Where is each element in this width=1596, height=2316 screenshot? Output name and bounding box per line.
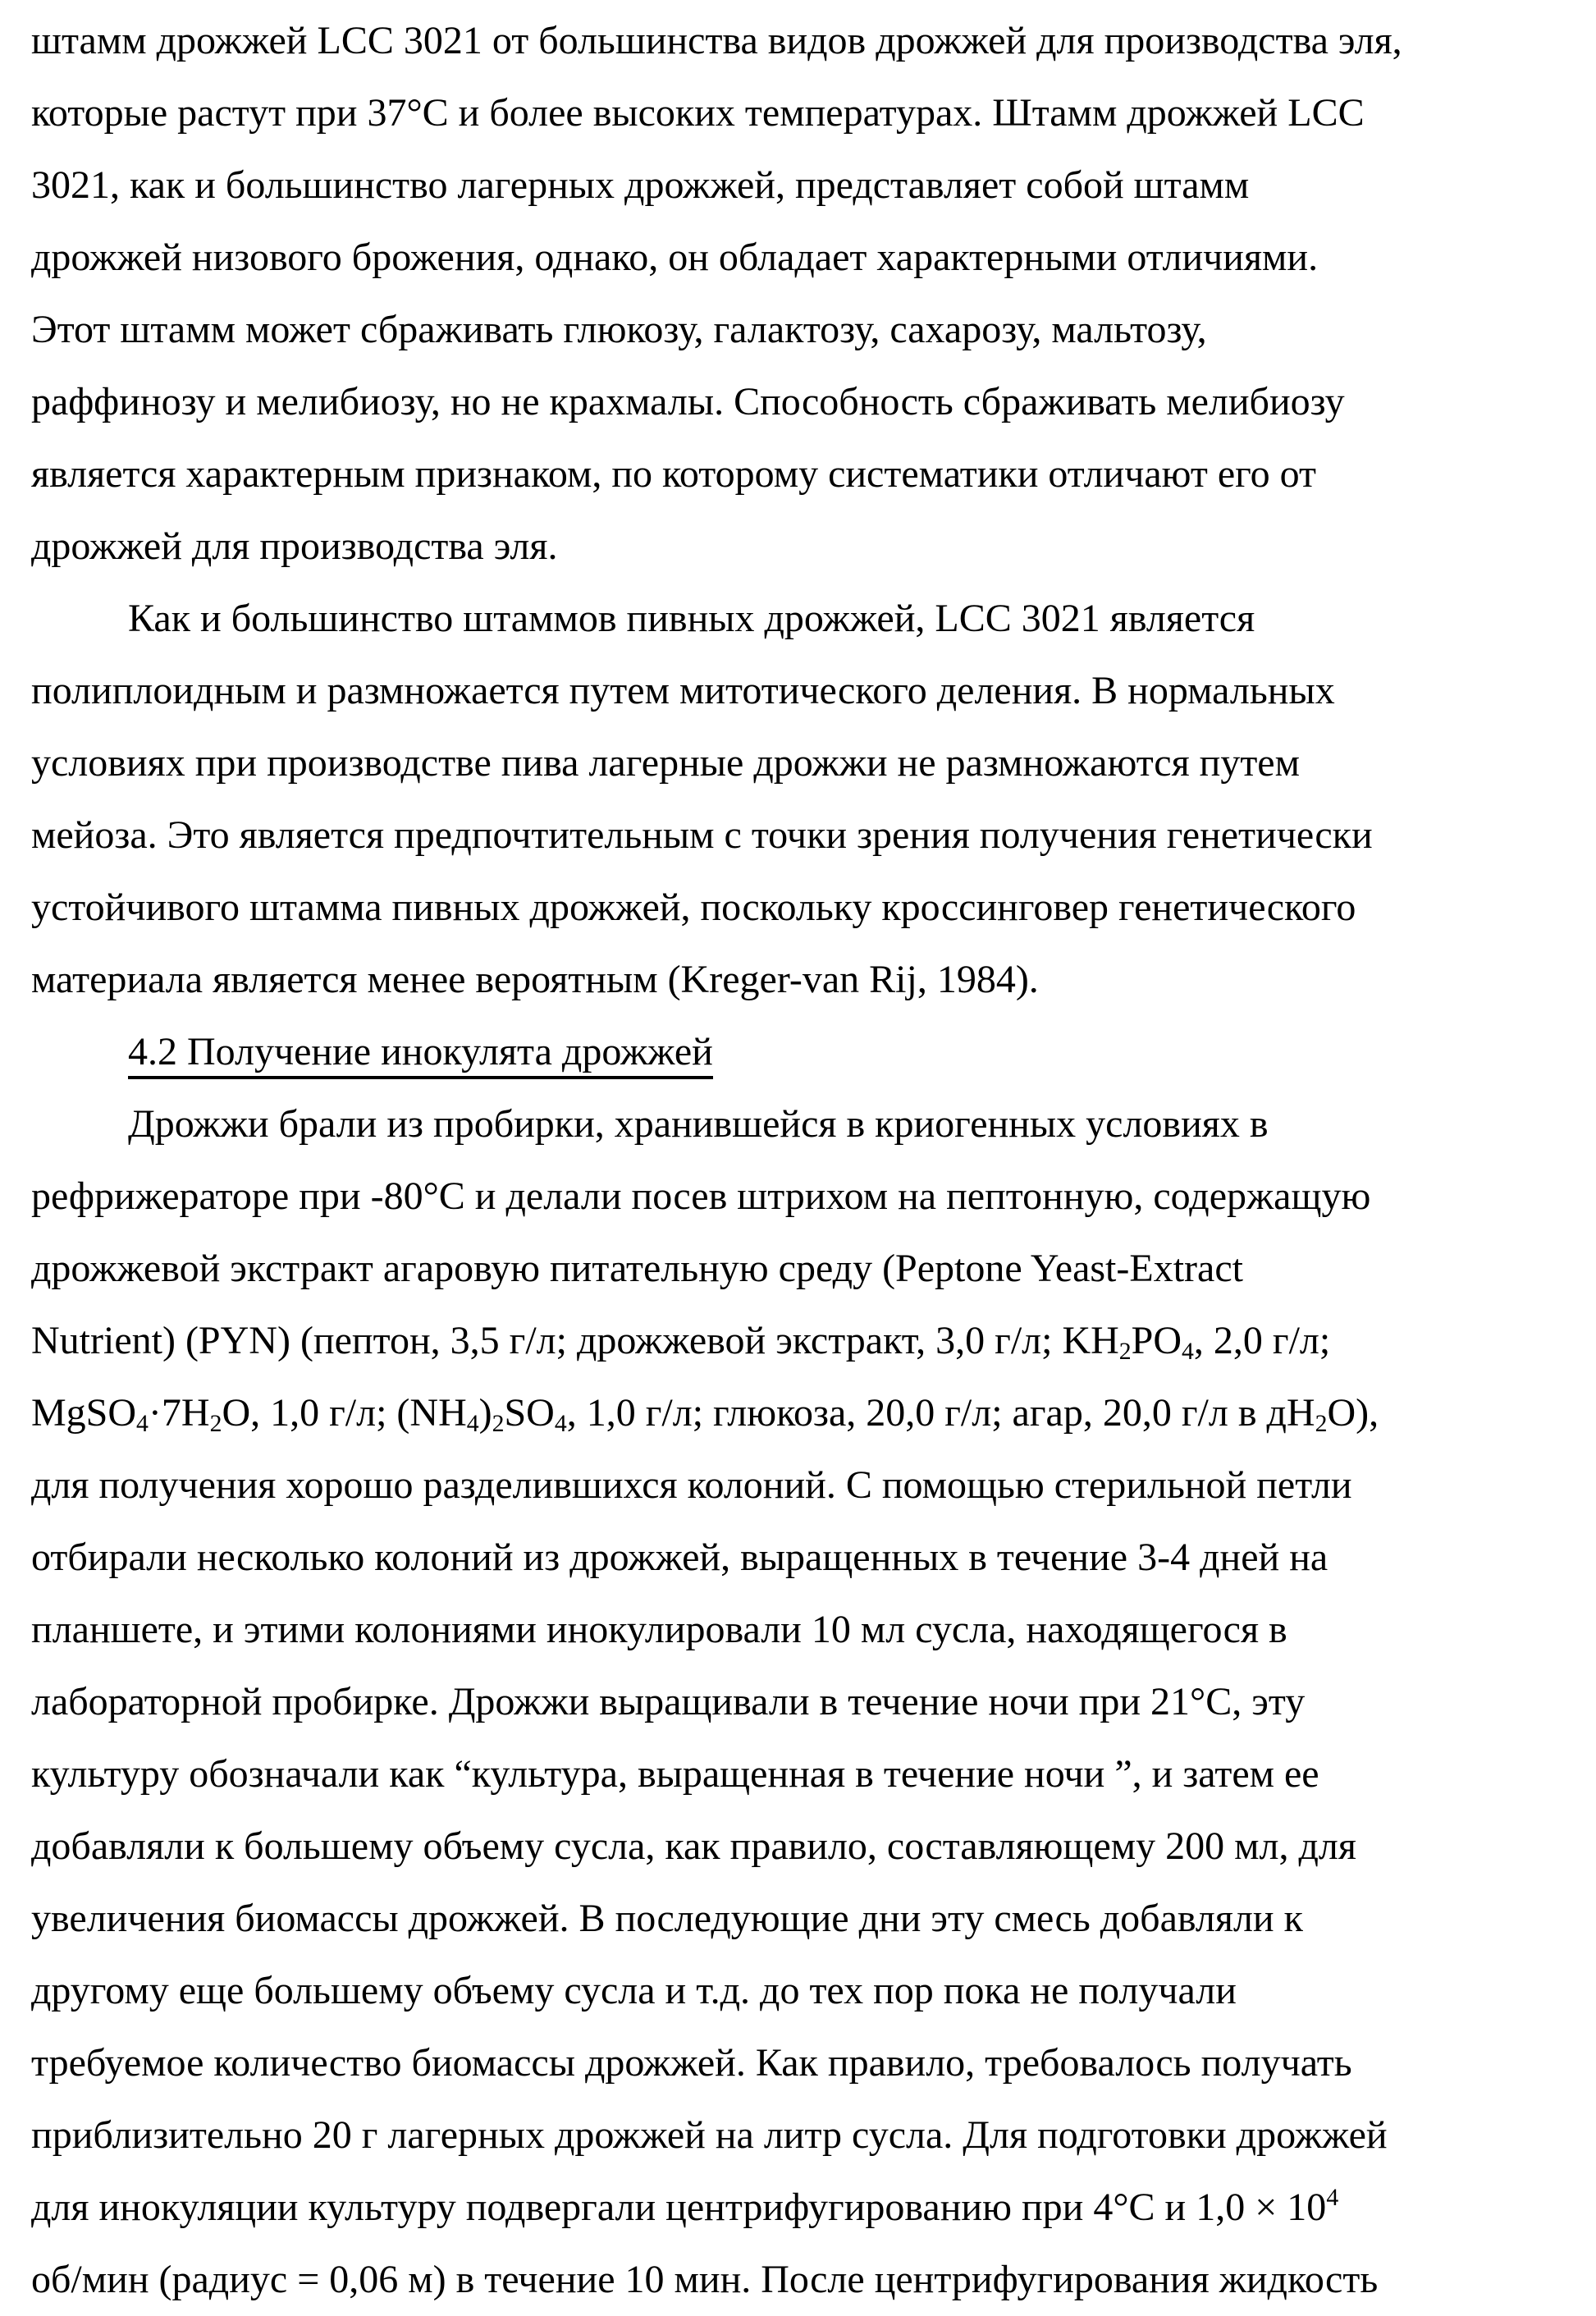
subscript-text: 4 bbox=[554, 1409, 567, 1437]
text-line bbox=[31, 1810, 1580, 1883]
text-segment: раффинозу и мелибиозу, но не крахмалы. Способность сбраживать мелибиозу bbox=[31, 380, 1345, 423]
text-segment: Как и большинство штаммов пивных дрожжей, LCC 3021 является bbox=[128, 597, 1255, 640]
text-segment: SO bbox=[504, 1391, 555, 1435]
text-segment: увеличения биомассы дрожжей. В последующие дни эту смесь добавляли к bbox=[31, 1897, 1303, 1940]
text-segment: 3021, как и большинство лагерных дрожжей, представляет собой штамм bbox=[31, 163, 1250, 207]
text-line bbox=[31, 438, 1580, 510]
text-segment: которые растут при 37°C и более высоких температурах. Штамм дрожжей LCC bbox=[31, 91, 1365, 135]
section-heading bbox=[31, 1016, 1580, 1088]
text-line bbox=[31, 583, 1580, 655]
text-segment: мейоза. Это является предпочтительным с точки зрения получения генетически bbox=[31, 813, 1373, 857]
text-segment: Этот штамм может сбраживать глюкозу, галактозу, сахарозу, мальтозу, bbox=[31, 308, 1207, 351]
text-line bbox=[31, 944, 1580, 1016]
text-line bbox=[31, 1305, 1580, 1377]
text-line bbox=[31, 655, 1580, 727]
text-segment: планшете, и этими колониями инокулировали 10 мл сусла, находящегося в bbox=[31, 1608, 1287, 1651]
text-segment: дрожжей низового брожения, однако, он обладает характерными отличиями. bbox=[31, 236, 1319, 279]
text-line bbox=[31, 1955, 1580, 2027]
text-segment: Дрожжи брали из пробирки, хранившейся в криогенных условиях в bbox=[128, 1102, 1269, 1146]
text-line bbox=[31, 1594, 1580, 1666]
text-segment: MgSO bbox=[31, 1391, 137, 1435]
text-segment: для получения хорошо разделившихся колоний. С помощью стерильной петли bbox=[31, 1463, 1352, 1507]
subscript-text: 2 bbox=[209, 1409, 222, 1437]
text-line bbox=[31, 1449, 1580, 1522]
text-segment: культуру обозначали как “культура, выращенная в течение ночи ”, и затем ее bbox=[31, 1752, 1319, 1796]
text-line bbox=[31, 727, 1580, 799]
text-line bbox=[31, 222, 1580, 294]
text-segment: добавляли к большему объему сусла, как правило, составляющему 200 мл, для bbox=[31, 1824, 1356, 1868]
text-line bbox=[31, 2172, 1580, 2244]
text-segment: полиплоидным и размножается путем митотического деления. В нормальных bbox=[31, 669, 1335, 712]
text-segment: рефрижераторе при -80°C и делали посев штрихом на пептонную, содержащую bbox=[31, 1174, 1371, 1218]
text-segment: дрожжей для производства эля. bbox=[31, 524, 558, 568]
text-line bbox=[31, 799, 1580, 872]
subscript-text: 2 bbox=[1315, 1409, 1328, 1437]
subscript-text: 4 bbox=[1182, 1337, 1194, 1365]
heading-underline bbox=[128, 1030, 713, 1079]
text-segment: условиях при производстве пива лагерные дрожжи не размножаются путем bbox=[31, 741, 1300, 785]
text-line bbox=[31, 294, 1580, 366]
subscript-text: 2 bbox=[492, 1409, 505, 1437]
subscript-text: 4 bbox=[136, 1409, 149, 1437]
subscript-text: 4 bbox=[466, 1409, 479, 1437]
text-segment: , 2,0 г/л; bbox=[1193, 1319, 1331, 1362]
text-segment: ) bbox=[478, 1391, 492, 1435]
text-segment: 4.2 Получение инокулята дрожжей bbox=[128, 1030, 713, 1073]
text-line bbox=[31, 1160, 1580, 1233]
text-line bbox=[31, 1088, 1580, 1160]
text-line bbox=[31, 872, 1580, 944]
text-segment: материала является менее вероятным (Kreger-van Rij, 1984). bbox=[31, 958, 1039, 1001]
text-line bbox=[31, 510, 1580, 583]
text-line bbox=[31, 1377, 1580, 1449]
text-line bbox=[31, 1522, 1580, 1594]
text-segment: отбирали несколько колоний из дрожжей, выращенных в течение 3-4 дней на bbox=[31, 1536, 1328, 1579]
text-segment: , 1,0 г/л; глюкоза, 20,0 г/л; агар, 20,0 г/л в дH bbox=[566, 1391, 1315, 1435]
text-segment: Nutrient) (PYN) (пептон, 3,5 г/л; дрожжевой экстракт, 3,0 г/л; KH bbox=[31, 1319, 1119, 1362]
text-segment: является характерным признаком, по которому систематики отличают его от bbox=[31, 452, 1316, 496]
text-line bbox=[31, 2027, 1580, 2099]
text-line bbox=[31, 149, 1580, 222]
text-segment: другому еще большему объему сусла и т.д. до тех пор пока не получали bbox=[31, 1969, 1237, 2012]
text-line bbox=[31, 2099, 1580, 2172]
superscript-text: 4 bbox=[1326, 2183, 1339, 2211]
text-segment: дрожжевой экстракт агаровую питательную среду (Peptone Yeast-Extract bbox=[31, 1247, 1243, 1290]
text-line bbox=[31, 366, 1580, 438]
text-segment: об/мин (радиус = 0,06 м) в течение 10 мин. После центрифугирования жидкость bbox=[31, 2258, 1379, 2301]
text-line bbox=[31, 1883, 1580, 1955]
text-line bbox=[31, 1666, 1580, 1738]
text-line bbox=[31, 1233, 1580, 1305]
text-segment: PO bbox=[1131, 1319, 1182, 1362]
text-segment: O, 1,0 г/л; (NH bbox=[222, 1391, 467, 1435]
text-segment: O), bbox=[1327, 1391, 1379, 1435]
text-segment: штамм дрожжей LCC 3021 от большинства видов дрожжей для производства эля, bbox=[31, 19, 1402, 62]
text-segment: ·7H bbox=[148, 1391, 210, 1435]
text-line bbox=[31, 2244, 1580, 2316]
text-line bbox=[31, 5, 1580, 77]
text-segment: для инокуляции культуру подвергали центрифугированию при 4°C и 1,0 × 10 bbox=[31, 2186, 1327, 2229]
text-line bbox=[31, 1738, 1580, 1810]
subscript-text: 2 bbox=[1118, 1337, 1132, 1365]
text-segment: устойчивого штамма пивных дрожжей, поскольку кроссинговер генетического bbox=[31, 886, 1356, 929]
text-segment: приблизительно 20 г лагерных дрожжей на литр сусла. Для подготовки дрожжей bbox=[31, 2113, 1388, 2157]
text-segment: лабораторной пробирке. Дрожжи выращивали в течение ночи при 21°C, эту bbox=[31, 1680, 1306, 1723]
text-line bbox=[31, 77, 1580, 149]
text-segment: требуемое количество биомассы дрожжей. Как правило, требовалось получать bbox=[31, 2041, 1352, 2085]
